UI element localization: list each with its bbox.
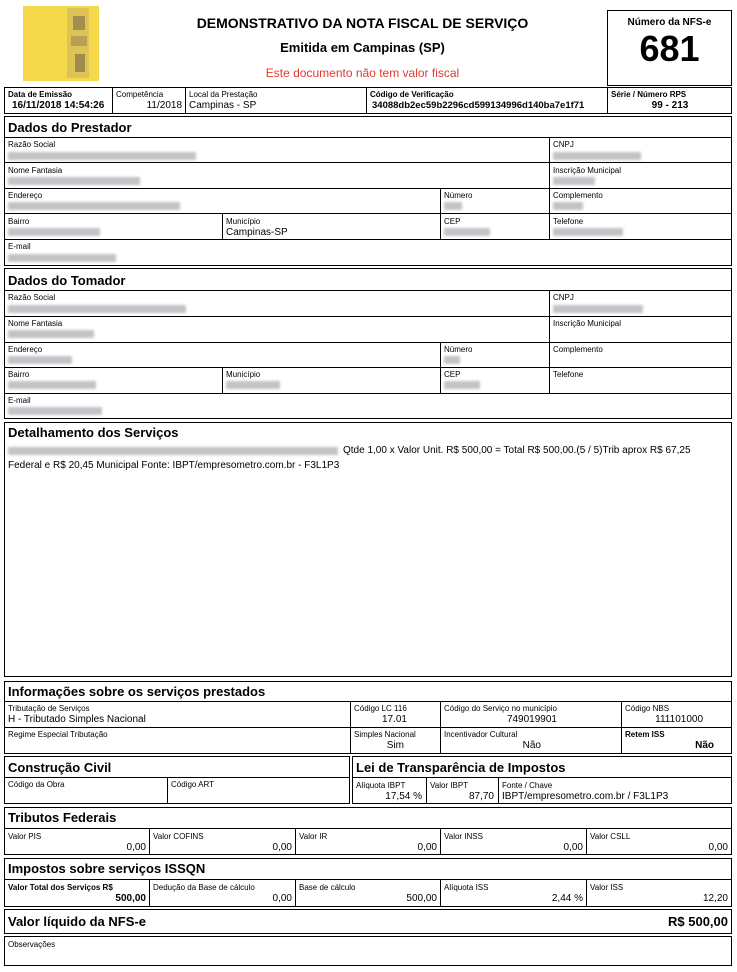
provider-section: [4, 116, 732, 266]
customer-number-label: Número: [444, 345, 473, 354]
source-key-label: Fonte / Chave: [502, 781, 553, 790]
provider-name-label: Razão Social: [8, 140, 56, 149]
provider-number-redacted: [444, 202, 462, 210]
ibpt-rate-label: Alíquota IBPT: [356, 781, 406, 790]
transparency-title: Lei de Transparência de Impostos: [356, 760, 566, 775]
customer-district-redacted: [8, 381, 96, 389]
simples: Sim: [386, 740, 404, 751]
nbs: 111101000: [655, 714, 703, 725]
customer-trade-name-label: Nome Fantasia: [8, 319, 63, 328]
service-description-line2: Federal e R$ 20,45 Municipal Fonte: IBPT/empresometro.com.br - F3L1P3: [8, 460, 340, 471]
provider-email-redacted: [8, 254, 116, 262]
ir: 0,00: [417, 842, 437, 853]
customer-address-label: Endereço: [8, 345, 43, 354]
cofins: 0,00: [272, 842, 292, 853]
special-regime-label: Regime Especial Tributação: [8, 730, 108, 739]
total-services: 500,00: [115, 893, 146, 904]
calc-base-label: Base de cálculo: [299, 883, 356, 892]
competence: 11/2018: [146, 100, 182, 111]
iss-value-label: Valor ISS: [590, 883, 624, 892]
customer-email-label: E-mail: [8, 396, 31, 405]
logo-mark: [23, 6, 99, 81]
cofins-label: Valor COFINS: [153, 832, 204, 841]
ibpt-rate: 17,54 %: [385, 791, 422, 802]
competence-label: Competência: [116, 90, 164, 99]
no-fiscal-value-notice: Este documento não tem valor fiscal: [265, 66, 460, 80]
taxation-label: Tributação de Serviços: [8, 704, 90, 713]
provider-city: Campinas-SP: [226, 227, 288, 238]
customer-trade-name-redacted: [8, 330, 94, 338]
federal-taxes-title: Tributos Federais: [8, 810, 117, 825]
provider-complement-label: Complemento: [553, 191, 603, 200]
service-description-redacted: [8, 447, 338, 455]
issqn-title: Impostos sobre serviços ISSQN: [8, 861, 206, 876]
rps-label: Série / Número RPS: [611, 90, 687, 99]
provider-cep-label: CEP: [444, 217, 461, 226]
customer-address-redacted: [8, 356, 72, 364]
ir-label: Valor IR: [299, 832, 328, 841]
cultural-incentive: Não: [522, 740, 541, 751]
deduction-label: Dedução da Base de cálculo: [153, 883, 255, 892]
municipal-code: 749019901: [506, 714, 557, 725]
customer-number-redacted: [444, 356, 460, 364]
work-code-label: Código da Obra: [8, 780, 65, 789]
nfse-number-label: Número da NFS-e: [627, 17, 712, 28]
retain-iss-label: Retem ISS: [625, 730, 665, 739]
construction-title: Construção Civil: [8, 760, 112, 775]
lc116: 17.01: [381, 714, 407, 725]
lc116-label: Código LC 116: [354, 704, 407, 713]
cultural-incentive-label: Incentivador Cultural: [444, 730, 518, 739]
provider-im-redacted: [553, 177, 595, 185]
provider-city-label: Município: [226, 217, 261, 226]
provider-trade-name-redacted: [8, 177, 140, 185]
customer-cnpj-redacted: [553, 305, 643, 313]
provider-trade-name-label: Nome Fantasia: [8, 166, 63, 175]
iss-value: 12,20: [702, 893, 728, 904]
art-code-label: Código ART: [171, 780, 214, 789]
rps-number: 99 - 213: [651, 100, 689, 111]
pis: 0,00: [126, 842, 146, 853]
inss-label: Valor INSS: [444, 832, 483, 841]
source-key: IBPT/empresometro.com.br / F3L1P3: [502, 791, 669, 802]
customer-district-label: Bairro: [8, 370, 30, 379]
customer-city-redacted: [226, 381, 280, 389]
customer-cep-redacted: [444, 381, 480, 389]
provider-district-redacted: [8, 228, 100, 236]
customer-complement-label: Complemento: [553, 345, 603, 354]
inss: 0,00: [563, 842, 583, 853]
csll: 0,00: [708, 842, 728, 853]
provider-name-redacted: [8, 152, 196, 160]
observations-label: Observações: [8, 940, 56, 949]
customer-phone-label: Telefone: [553, 370, 584, 379]
provider-cnpj-redacted: [553, 152, 641, 160]
provider-cnpj-label: CNPJ: [553, 140, 574, 149]
customer-title: Dados do Tomador: [8, 273, 126, 288]
logo: [23, 6, 99, 81]
nfse-number-box: [607, 10, 732, 86]
municipal-code-label: Código do Serviço no município: [444, 704, 557, 713]
calc-base: 500,00: [406, 893, 437, 904]
retain-iss: Não: [695, 740, 714, 751]
nbs-label: Código NBS: [625, 704, 670, 713]
services-title: Detalhamento dos Serviços: [8, 425, 179, 440]
ibpt-value: 87,70: [468, 791, 494, 802]
customer-im-label: Inscrição Municipal: [553, 319, 622, 328]
emission-date: 16/11/2018 14:54:26: [12, 100, 105, 111]
provider-im-label: Inscrição Municipal: [553, 166, 622, 175]
emission-date-label: Data de Emissão: [8, 90, 73, 99]
document-title: DEMONSTRATIVO DA NOTA FISCAL DE SERVIÇO: [196, 15, 529, 31]
provider-email-label: E-mail: [8, 242, 31, 251]
iss-rate: 2,44 %: [551, 893, 583, 904]
pis-label: Valor PIS: [8, 832, 42, 841]
customer-city-label: Município: [226, 370, 261, 379]
provider-complement-redacted: [553, 202, 583, 210]
provider-address-label: Endereço: [8, 191, 43, 200]
net-value-label: Valor líquido da NFS-e: [8, 914, 146, 929]
total-services-label: Valor Total dos Serviços R$: [8, 883, 113, 892]
document-subtitle: Emitida em Campinas (SP): [280, 40, 445, 55]
verification-code-label: Código de Verificação: [370, 90, 454, 99]
service-location: Campinas - SP: [189, 100, 257, 111]
simples-label: Simples Nacional: [354, 730, 416, 739]
customer-email-redacted: [8, 407, 102, 415]
provider-number-label: Número: [444, 191, 473, 200]
deduction: 0,00: [272, 893, 292, 904]
service-info-title: Informações sobre os serviços prestados: [8, 684, 266, 699]
provider-cep-redacted: [444, 228, 490, 236]
provider-address-redacted: [8, 202, 180, 210]
nfse-number: 681: [639, 28, 700, 69]
verification-code: 34088db2ec59b2296cd599134996d140ba7e1f71: [372, 100, 585, 111]
net-value: R$ 500,00: [668, 914, 728, 929]
observations-box: [4, 936, 732, 966]
csll-label: Valor CSLL: [590, 832, 631, 841]
service-location-label: Local da Prestação: [189, 90, 258, 99]
ibpt-value-label: Valor IBPT: [430, 781, 469, 790]
taxation: H - Tributado Simples Nacional: [8, 714, 146, 725]
service-description-line1: Qtde 1,00 x Valor Unit. R$ 500,00 = Total R$ 500,00.(5 / 5)Trib aprox R$ 67,25: [343, 445, 691, 456]
iss-rate-label: Alíquota ISS: [444, 883, 489, 892]
provider-title: Dados do Prestador: [8, 120, 132, 135]
customer-name-label: Razão Social: [8, 293, 56, 302]
customer-cnpj-label: CNPJ: [553, 293, 574, 302]
provider-phone-redacted: [553, 228, 623, 236]
provider-phone-label: Telefone: [553, 217, 584, 226]
customer-cep-label: CEP: [444, 370, 461, 379]
customer-name-redacted: [8, 305, 186, 313]
provider-district-label: Bairro: [8, 217, 30, 226]
